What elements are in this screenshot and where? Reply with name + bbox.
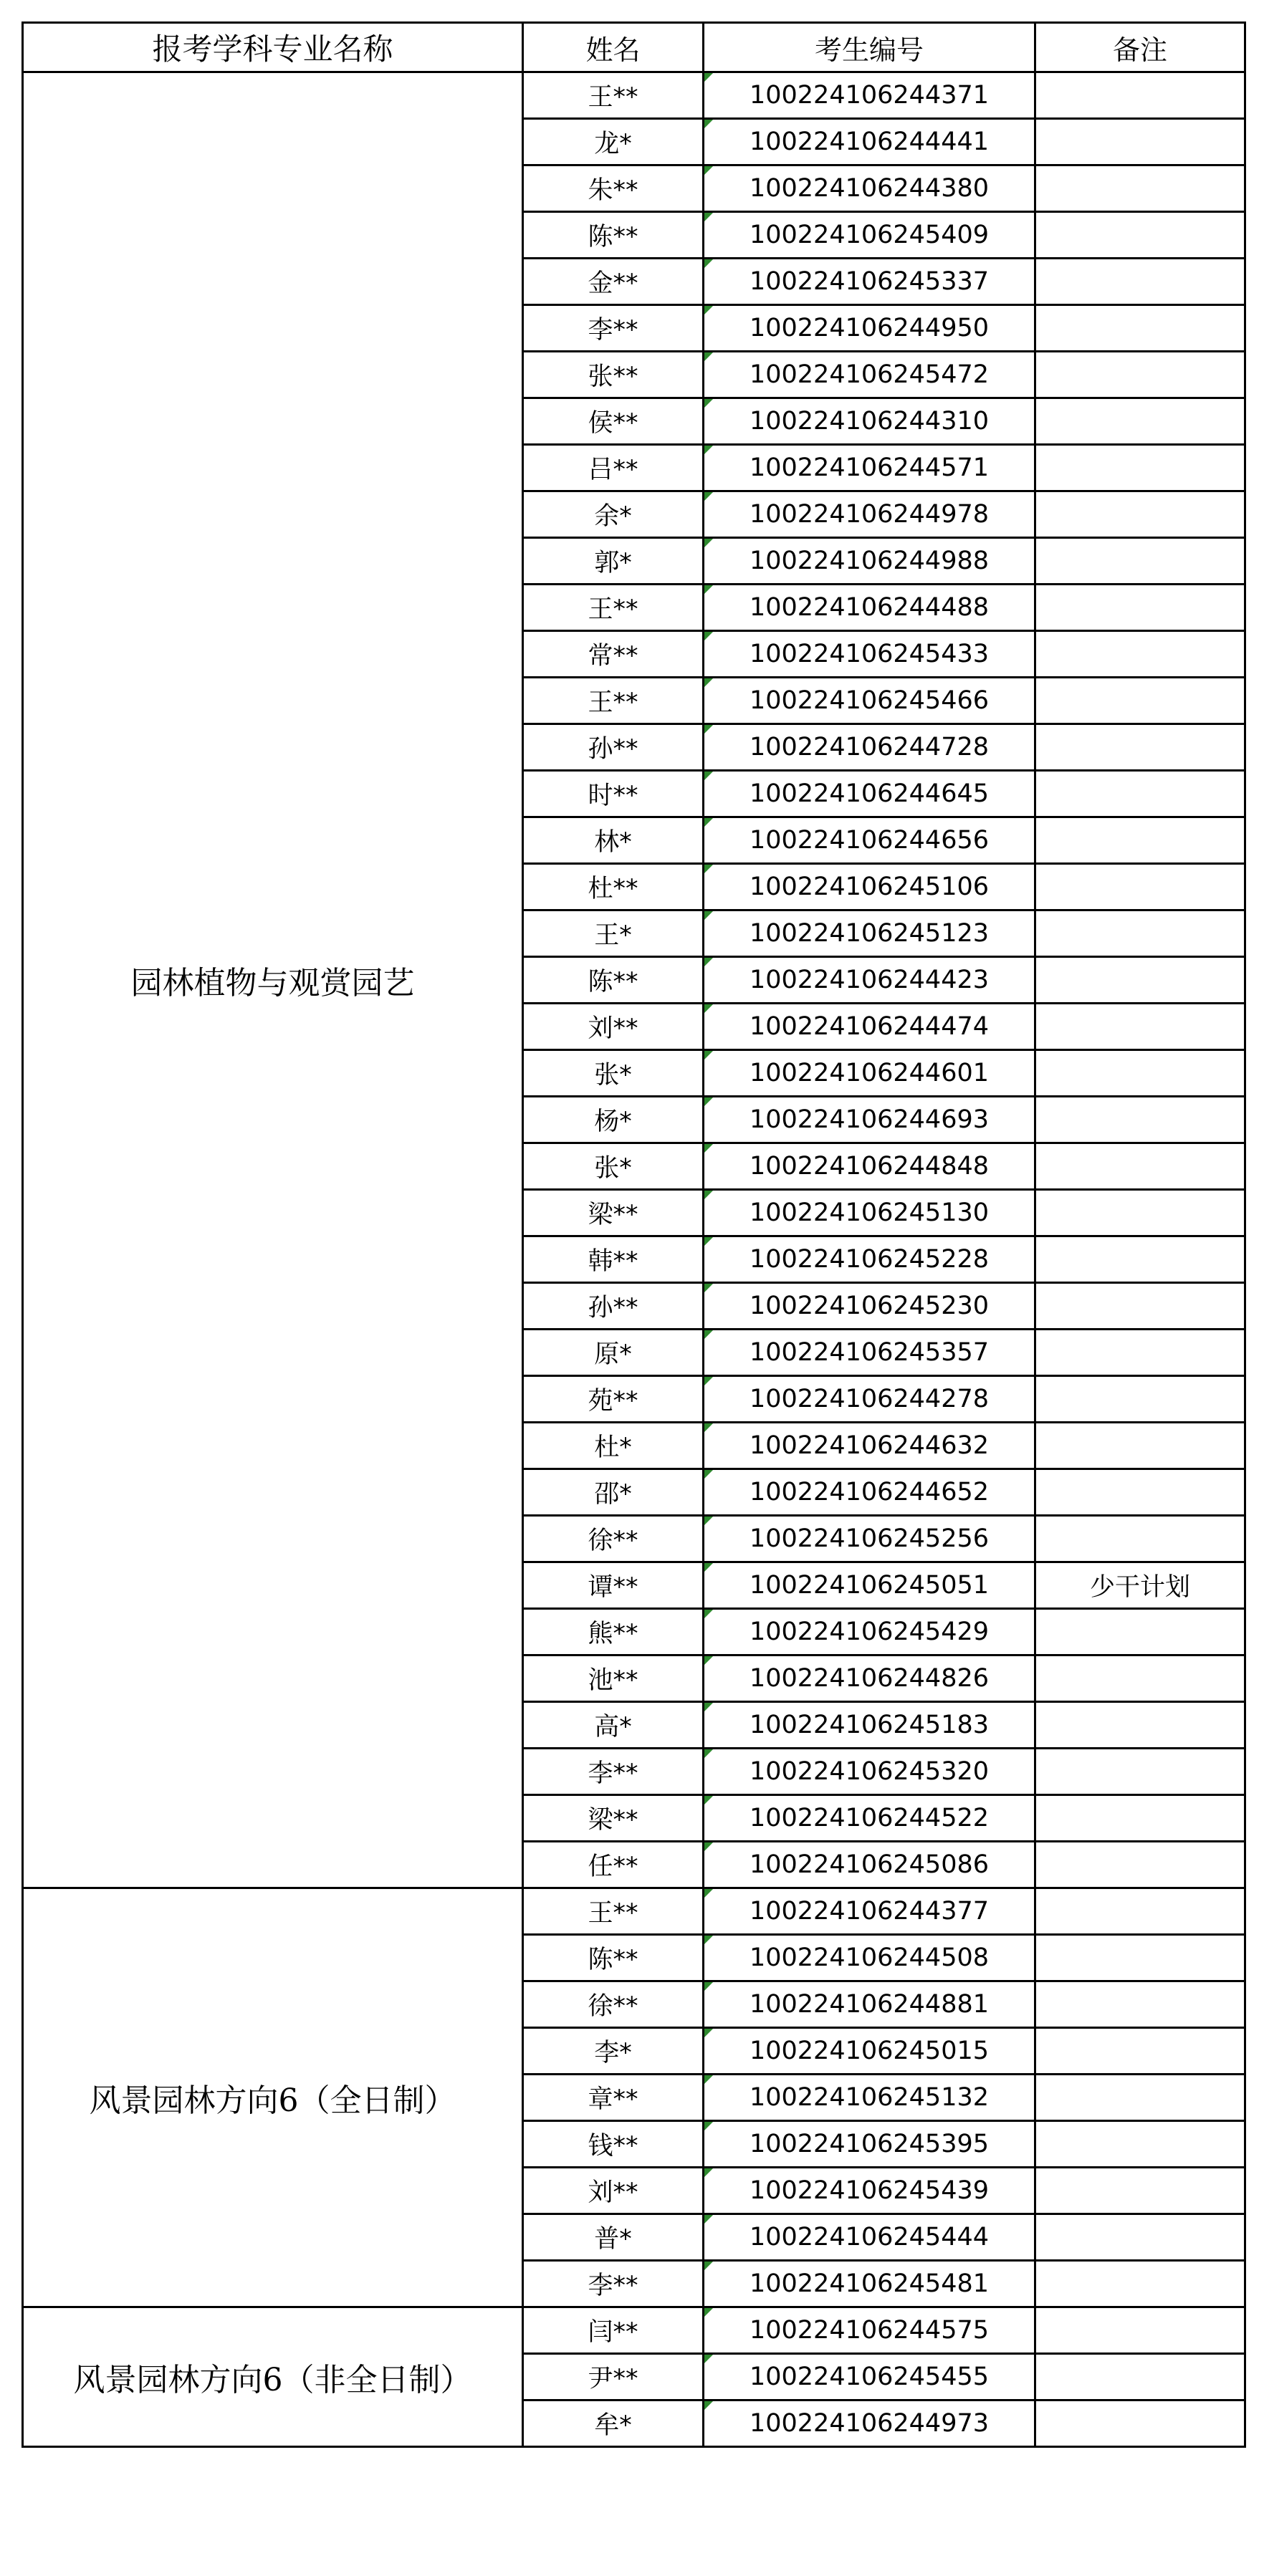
candidate-id-cell bbox=[704, 1376, 1035, 1423]
candidate-id: 100224106244978 bbox=[749, 500, 990, 529]
candidate-note bbox=[1035, 1143, 1245, 1190]
candidate-id: 100224106245320 bbox=[749, 1757, 990, 1786]
candidate-id: 100224106244377 bbox=[749, 1897, 990, 1926]
candidate-note bbox=[1035, 1609, 1245, 1655]
candidate-name: 谭** bbox=[523, 1562, 704, 1609]
candidate-id: 100224106245481 bbox=[749, 2269, 990, 2298]
candidate-note bbox=[1035, 398, 1245, 445]
cell-flag-icon bbox=[704, 1889, 713, 1898]
candidate-id: 100224106244988 bbox=[749, 547, 990, 575]
candidate-note bbox=[1035, 1236, 1245, 1283]
candidate-id-cell bbox=[704, 2028, 1035, 2075]
candidate-name: 徐** bbox=[523, 1981, 704, 2028]
candidate-id: 100224106244441 bbox=[749, 128, 990, 156]
candidate-id: 100224106245433 bbox=[749, 640, 990, 668]
candidate-name: 杨* bbox=[523, 1097, 704, 1143]
candidate-name: 王** bbox=[523, 1888, 704, 1935]
candidate-id-cell bbox=[704, 398, 1035, 445]
candidate-name: 李** bbox=[523, 1749, 704, 1795]
candidate-note bbox=[1035, 1423, 1245, 1469]
candidate-id-cell bbox=[704, 2307, 1035, 2354]
candidate-note bbox=[1035, 305, 1245, 352]
candidate-id-cell bbox=[704, 165, 1035, 212]
candidate-note bbox=[1035, 1330, 1245, 1376]
candidate-note bbox=[1035, 1190, 1245, 1236]
candidate-note bbox=[1035, 2075, 1245, 2121]
table-row bbox=[23, 72, 1245, 119]
candidate-id: 100224106245130 bbox=[749, 1198, 990, 1227]
candidate-id-cell bbox=[704, 72, 1035, 119]
cell-flag-icon bbox=[704, 1191, 713, 1199]
candidate-id: 100224106244601 bbox=[749, 1059, 990, 1087]
candidate-note bbox=[1035, 212, 1245, 259]
cell-flag-icon bbox=[704, 2215, 713, 2224]
cell-flag-icon bbox=[704, 399, 713, 408]
cell-flag-icon bbox=[704, 539, 713, 547]
candidate-name: 高* bbox=[523, 1702, 704, 1749]
candidate-note bbox=[1035, 631, 1245, 678]
candidate-id: 100224106245395 bbox=[749, 2130, 990, 2158]
candidate-note bbox=[1035, 1516, 1245, 1562]
candidate-name: 牟* bbox=[523, 2400, 704, 2447]
candidate-name: 邵* bbox=[523, 1469, 704, 1516]
candidate-note bbox=[1035, 1376, 1245, 1423]
candidate-id-cell bbox=[704, 1655, 1035, 1702]
candidate-id-cell bbox=[704, 585, 1035, 631]
cell-flag-icon bbox=[704, 1749, 713, 1758]
candidate-note bbox=[1035, 817, 1245, 864]
cell-flag-icon bbox=[704, 166, 713, 175]
header-major: 报考学科专业名称 bbox=[23, 23, 523, 72]
candidate-id-cell bbox=[704, 1795, 1035, 1842]
candidate-id-cell bbox=[704, 910, 1035, 957]
cell-flag-icon bbox=[704, 1517, 713, 1525]
candidate-id-cell bbox=[704, 771, 1035, 817]
candidate-note bbox=[1035, 2168, 1245, 2214]
candidate-id: 100224106244693 bbox=[749, 1105, 990, 1134]
candidate-id: 100224106245132 bbox=[749, 2083, 990, 2112]
candidate-id: 100224106245439 bbox=[749, 2176, 990, 2205]
candidate-id: 100224106245472 bbox=[749, 360, 990, 389]
candidate-id-cell bbox=[704, 1283, 1035, 1330]
candidate-note bbox=[1035, 165, 1245, 212]
candidate-id-cell bbox=[704, 1469, 1035, 1516]
candidate-note bbox=[1035, 1702, 1245, 1749]
candidate-name: 吕** bbox=[523, 445, 704, 491]
candidate-id-cell bbox=[704, 1143, 1035, 1190]
candidate-id-cell bbox=[704, 678, 1035, 724]
candidate-note bbox=[1035, 72, 1245, 119]
cell-flag-icon bbox=[704, 1237, 713, 1246]
candidate-note bbox=[1035, 2400, 1245, 2447]
candidate-id-cell bbox=[704, 538, 1035, 585]
candidate-id: 100224106244310 bbox=[749, 407, 990, 436]
candidate-name: 张* bbox=[523, 1050, 704, 1097]
candidate-name: 李** bbox=[523, 2261, 704, 2307]
candidate-note bbox=[1035, 1097, 1245, 1143]
candidate-note: 少干计划 bbox=[1035, 1562, 1245, 1609]
candidate-id-cell bbox=[704, 259, 1035, 305]
candidate-id: 100224106244474 bbox=[749, 1012, 990, 1041]
candidate-id: 100224106244278 bbox=[749, 1385, 990, 1413]
candidate-id: 100224106244656 bbox=[749, 826, 990, 855]
candidate-id-cell bbox=[704, 864, 1035, 910]
candidate-name: 陈** bbox=[523, 1935, 704, 1981]
cell-flag-icon bbox=[704, 958, 713, 966]
candidate-name: 任** bbox=[523, 1842, 704, 1888]
candidate-id-cell bbox=[704, 957, 1035, 1004]
candidate-name: 常** bbox=[523, 631, 704, 678]
candidate-id-cell bbox=[704, 2214, 1035, 2261]
candidate-id: 100224106244575 bbox=[749, 2316, 990, 2345]
candidate-note bbox=[1035, 1749, 1245, 1795]
candidate-id: 100224106244423 bbox=[749, 966, 990, 994]
cell-flag-icon bbox=[704, 1144, 713, 1153]
candidate-id-cell bbox=[704, 1842, 1035, 1888]
candidate-name: 刘** bbox=[523, 2168, 704, 2214]
candidate-name: 杜** bbox=[523, 864, 704, 910]
admission-list-table bbox=[21, 21, 1246, 2448]
candidate-note bbox=[1035, 724, 1245, 771]
table-body bbox=[23, 72, 1245, 2447]
major-cell: 风景园林方向6（非全日制） bbox=[23, 2307, 523, 2447]
candidate-id: 100224106244522 bbox=[749, 1804, 990, 1832]
candidate-id-cell bbox=[704, 2354, 1035, 2400]
candidate-note bbox=[1035, 1283, 1245, 1330]
cell-flag-icon bbox=[704, 2122, 713, 2130]
candidate-id: 100224106245337 bbox=[749, 267, 990, 296]
candidate-name: 梁** bbox=[523, 1190, 704, 1236]
candidate-id: 100224106245123 bbox=[749, 919, 990, 948]
candidate-note bbox=[1035, 491, 1245, 538]
cell-flag-icon bbox=[704, 1051, 713, 1059]
cell-flag-icon bbox=[704, 632, 713, 640]
candidate-id-cell bbox=[704, 445, 1035, 491]
cell-flag-icon bbox=[704, 772, 713, 780]
candidate-note bbox=[1035, 119, 1245, 165]
candidate-id-cell bbox=[704, 1981, 1035, 2028]
cell-flag-icon bbox=[704, 1656, 713, 1665]
candidate-id: 100224106244881 bbox=[749, 1990, 990, 2019]
candidate-id: 100224106245357 bbox=[749, 1338, 990, 1367]
cell-flag-icon bbox=[704, 1563, 713, 1572]
candidate-note bbox=[1035, 864, 1245, 910]
candidate-id-cell bbox=[704, 2121, 1035, 2168]
cell-flag-icon bbox=[704, 911, 713, 920]
cell-flag-icon bbox=[704, 725, 713, 734]
candidate-note bbox=[1035, 538, 1245, 585]
candidate-note bbox=[1035, 2261, 1245, 2307]
candidate-id: 100224106244380 bbox=[749, 174, 990, 203]
candidate-note bbox=[1035, 771, 1245, 817]
candidate-name: 梁** bbox=[523, 1795, 704, 1842]
candidate-id-cell bbox=[704, 1190, 1035, 1236]
candidate-id: 100224106245429 bbox=[749, 1618, 990, 1646]
candidate-name: 章** bbox=[523, 2075, 704, 2121]
candidate-name: 钱** bbox=[523, 2121, 704, 2168]
candidate-name: 陈** bbox=[523, 957, 704, 1004]
candidate-id-cell bbox=[704, 2400, 1035, 2447]
header-row bbox=[23, 23, 1245, 72]
candidate-id: 100224106245086 bbox=[749, 1850, 990, 1879]
candidate-note bbox=[1035, 585, 1245, 631]
candidate-note bbox=[1035, 2214, 1245, 2261]
cell-flag-icon bbox=[704, 259, 713, 268]
candidate-name: 徐** bbox=[523, 1516, 704, 1562]
cell-flag-icon bbox=[704, 1423, 713, 1432]
candidate-note bbox=[1035, 1469, 1245, 1516]
candidate-note bbox=[1035, 910, 1245, 957]
candidate-name: 张** bbox=[523, 352, 704, 398]
candidate-note bbox=[1035, 1050, 1245, 1097]
candidate-id-cell bbox=[704, 1236, 1035, 1283]
table-row bbox=[23, 2307, 1245, 2354]
candidate-id-cell bbox=[704, 631, 1035, 678]
candidate-name: 林* bbox=[523, 817, 704, 864]
candidate-name: 普* bbox=[523, 2214, 704, 2261]
candidate-note bbox=[1035, 1935, 1245, 1981]
candidate-id-cell bbox=[704, 817, 1035, 864]
candidate-id-cell bbox=[704, 2168, 1035, 2214]
candidate-id-cell bbox=[704, 1702, 1035, 1749]
candidate-id: 100224106244848 bbox=[749, 1152, 990, 1181]
candidate-id-cell bbox=[704, 1004, 1035, 1050]
candidate-name: 王** bbox=[523, 72, 704, 119]
candidate-id-cell bbox=[704, 1749, 1035, 1795]
candidate-id: 100224106244973 bbox=[749, 2409, 990, 2438]
candidate-name: 余* bbox=[523, 491, 704, 538]
candidate-name: 李* bbox=[523, 2028, 704, 2075]
candidate-name: 时** bbox=[523, 771, 704, 817]
candidate-name: 韩** bbox=[523, 1236, 704, 1283]
cell-flag-icon bbox=[704, 1610, 713, 1618]
candidate-id: 100224106244632 bbox=[749, 1431, 990, 1460]
candidate-note bbox=[1035, 2121, 1245, 2168]
candidate-id: 100224106244508 bbox=[749, 1943, 990, 1972]
candidate-name: 尹** bbox=[523, 2354, 704, 2400]
candidate-note bbox=[1035, 1842, 1245, 1888]
candidate-note bbox=[1035, 1981, 1245, 2028]
major-cell: 园林植物与观赏园艺 bbox=[23, 72, 523, 1888]
candidate-note bbox=[1035, 1004, 1245, 1050]
candidate-note bbox=[1035, 2307, 1245, 2354]
candidate-id: 100224106244645 bbox=[749, 779, 990, 808]
candidate-name: 龙* bbox=[523, 119, 704, 165]
candidate-id: 100224106245051 bbox=[749, 1571, 990, 1600]
candidate-id: 100224106245183 bbox=[749, 1711, 990, 1739]
candidate-id: 100224106244652 bbox=[749, 1478, 990, 1506]
candidate-id: 100224106245466 bbox=[749, 686, 990, 715]
candidate-name: 张* bbox=[523, 1143, 704, 1190]
candidate-note bbox=[1035, 1655, 1245, 1702]
candidate-name: 苑** bbox=[523, 1376, 704, 1423]
candidate-id-cell bbox=[704, 119, 1035, 165]
cell-flag-icon bbox=[704, 492, 713, 501]
candidate-id: 100224106245106 bbox=[749, 873, 990, 901]
cell-flag-icon bbox=[704, 585, 713, 594]
candidate-name: 原* bbox=[523, 1330, 704, 1376]
cell-flag-icon bbox=[704, 2029, 713, 2037]
candidate-id-cell bbox=[704, 1935, 1035, 1981]
candidate-name: 王* bbox=[523, 910, 704, 957]
table-row bbox=[23, 1888, 1245, 1935]
cell-flag-icon bbox=[704, 1470, 713, 1479]
candidate-id: 100224106244571 bbox=[749, 453, 990, 482]
candidate-id-cell bbox=[704, 1516, 1035, 1562]
candidate-id: 100224106244826 bbox=[749, 1664, 990, 1693]
candidate-id: 100224106244488 bbox=[749, 593, 990, 622]
candidate-name: 闫** bbox=[523, 2307, 704, 2354]
cell-flag-icon bbox=[704, 352, 713, 361]
cell-flag-icon bbox=[704, 818, 713, 827]
candidate-name: 陈** bbox=[523, 212, 704, 259]
candidate-note bbox=[1035, 1888, 1245, 1935]
candidate-name: 王** bbox=[523, 678, 704, 724]
candidate-note bbox=[1035, 1795, 1245, 1842]
candidate-name: 杜* bbox=[523, 1423, 704, 1469]
candidate-note bbox=[1035, 678, 1245, 724]
cell-flag-icon bbox=[704, 2355, 713, 2363]
cell-flag-icon bbox=[704, 1703, 713, 1711]
cell-flag-icon bbox=[704, 306, 713, 314]
candidate-id: 100224106245444 bbox=[749, 2223, 990, 2251]
candidate-id-cell bbox=[704, 212, 1035, 259]
cell-flag-icon bbox=[704, 2262, 713, 2270]
candidate-id-cell bbox=[704, 1423, 1035, 1469]
candidate-note bbox=[1035, 259, 1245, 305]
candidate-name: 王** bbox=[523, 585, 704, 631]
candidate-id-cell bbox=[704, 2075, 1035, 2121]
candidate-id: 100224106245228 bbox=[749, 1245, 990, 1274]
candidate-id: 100224106245455 bbox=[749, 2363, 990, 2391]
candidate-id-cell bbox=[704, 1562, 1035, 1609]
candidate-id-cell bbox=[704, 1050, 1035, 1097]
candidate-name: 侯** bbox=[523, 398, 704, 445]
candidate-id-cell bbox=[704, 491, 1035, 538]
candidate-note bbox=[1035, 957, 1245, 1004]
candidate-name: 李** bbox=[523, 305, 704, 352]
candidate-note bbox=[1035, 445, 1245, 491]
cell-flag-icon bbox=[704, 1982, 713, 1991]
cell-flag-icon bbox=[704, 446, 713, 454]
cell-flag-icon bbox=[704, 73, 713, 82]
cell-flag-icon bbox=[704, 2075, 713, 2084]
header-id: 考生编号 bbox=[704, 23, 1035, 72]
candidate-id: 100224106245230 bbox=[749, 1292, 990, 1320]
cell-flag-icon bbox=[704, 2308, 713, 2317]
candidate-name: 金** bbox=[523, 259, 704, 305]
candidate-name: 孙** bbox=[523, 1283, 704, 1330]
candidate-name: 孙** bbox=[523, 724, 704, 771]
candidate-name: 郭* bbox=[523, 538, 704, 585]
cell-flag-icon bbox=[704, 1842, 713, 1851]
header-note: 备注 bbox=[1035, 23, 1245, 72]
candidate-id-cell bbox=[704, 724, 1035, 771]
candidate-id-cell bbox=[704, 2261, 1035, 2307]
candidate-note bbox=[1035, 352, 1245, 398]
candidate-id-cell bbox=[704, 1330, 1035, 1376]
candidate-id-cell bbox=[704, 1609, 1035, 1655]
header-name: 姓名 bbox=[523, 23, 704, 72]
cell-flag-icon bbox=[704, 678, 713, 687]
cell-flag-icon bbox=[704, 865, 713, 873]
cell-flag-icon bbox=[704, 1796, 713, 1804]
candidate-note bbox=[1035, 2028, 1245, 2075]
candidate-id: 100224106244728 bbox=[749, 733, 990, 761]
cell-flag-icon bbox=[704, 1097, 713, 1106]
candidate-name: 熊** bbox=[523, 1609, 704, 1655]
candidate-id: 100224106245015 bbox=[749, 2037, 990, 2065]
cell-flag-icon bbox=[704, 2168, 713, 2177]
cell-flag-icon bbox=[704, 213, 713, 221]
cell-flag-icon bbox=[704, 2401, 713, 2410]
candidate-id-cell bbox=[704, 1888, 1035, 1935]
candidate-id-cell bbox=[704, 352, 1035, 398]
candidate-id: 100224106244950 bbox=[749, 314, 990, 342]
cell-flag-icon bbox=[704, 1377, 713, 1385]
cell-flag-icon bbox=[704, 1284, 713, 1292]
cell-flag-icon bbox=[704, 120, 713, 128]
major-cell: 风景园林方向6（全日制） bbox=[23, 1888, 523, 2307]
cell-flag-icon bbox=[704, 1004, 713, 1013]
candidate-id: 100224106245256 bbox=[749, 1524, 990, 1553]
cell-flag-icon bbox=[704, 1936, 713, 1944]
candidate-note bbox=[1035, 2354, 1245, 2400]
candidate-id: 100224106245409 bbox=[749, 221, 990, 249]
candidate-id: 100224106244371 bbox=[749, 81, 990, 110]
candidate-id-cell bbox=[704, 305, 1035, 352]
candidate-name: 朱** bbox=[523, 165, 704, 212]
candidate-id-cell bbox=[704, 1097, 1035, 1143]
cell-flag-icon bbox=[704, 1330, 713, 1339]
candidate-name: 刘** bbox=[523, 1004, 704, 1050]
candidate-name: 池** bbox=[523, 1655, 704, 1702]
